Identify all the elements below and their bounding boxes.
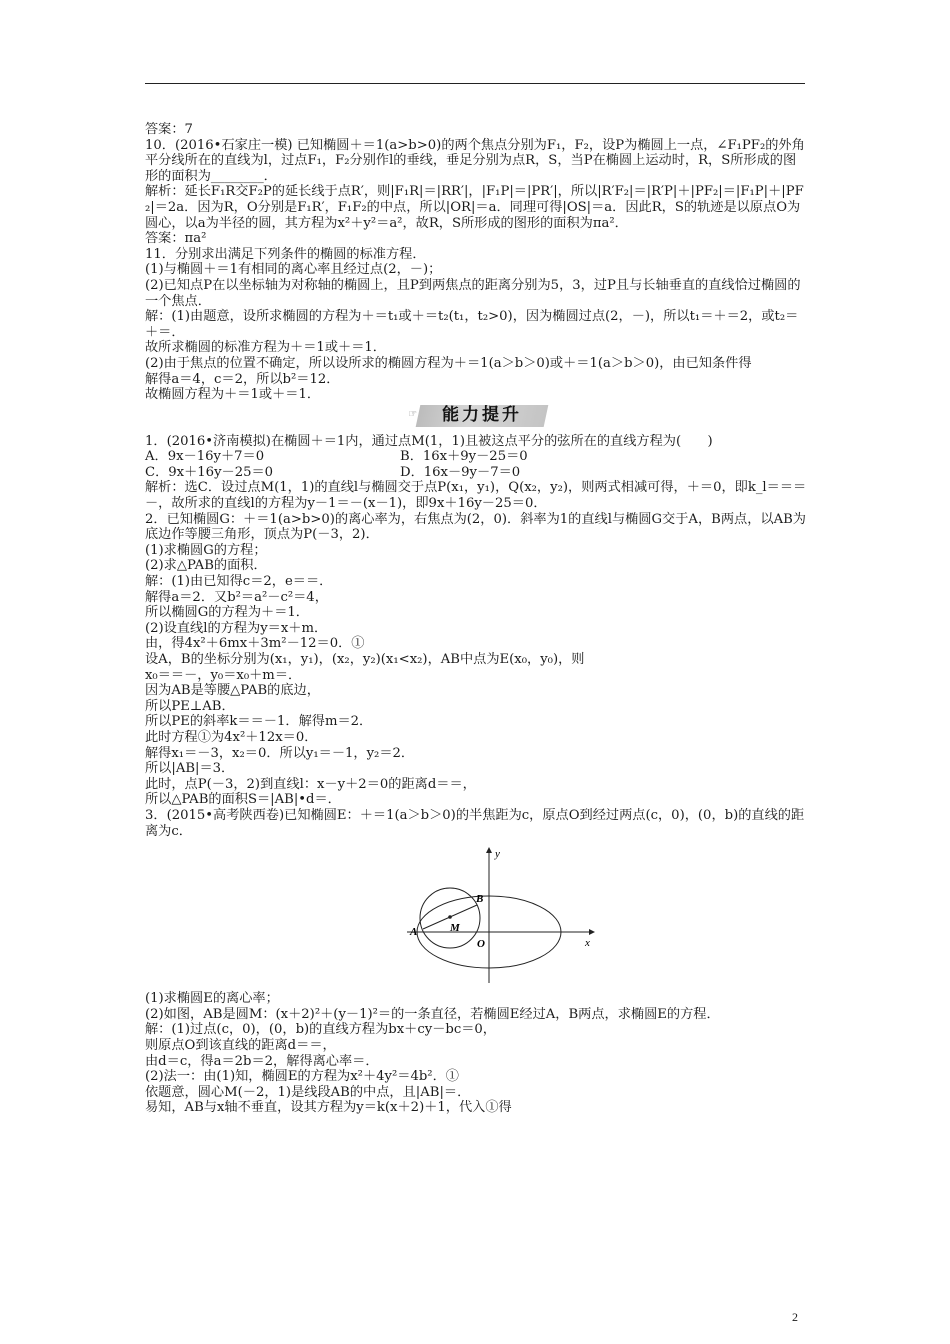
pointer-icon: ☞ [408,408,418,420]
solution-11-part1: 解：(1)由题意，设所求椭圆的方程为＋＝t₁或＋＝t₂(t₁，t₂>0)，因为椭圆过点(2，－)，所以t₁＝＋＝2，或t₂＝＋＝． [145,309,799,340]
problem-3-part2: (2)如图，AB是圆M：(x＋2)²＋(y－1)²＝的一条直径，若椭圆E经过A，B两点，求椭圆E的方程． [145,1006,720,1022]
label-y: y [495,848,500,861]
solution-11-part2: (2)由于焦点的位置不确定，所以设所求的椭圆方程为＋＝1(a＞b＞0)或＋＝1(a＞b＞0)，由已知条件得 [145,355,752,371]
solution-2-line13: 所以|AB|＝3． [145,761,235,777]
ellipse-circle-diagram [397,843,597,985]
solution-2-line8: 因为AB是等腰△PAB的底边， [145,683,320,699]
solution-2-line10: 所以PE的斜率k＝＝－1．解得m＝2． [145,714,373,730]
option-c: C．9x＋16y－25＝0 [145,464,274,480]
options-row-2 [145,465,809,481]
solution-10: 解析：延长F₁R交F₂P的延长线于点R′，则|F₁R|＝|RR′|，|F₁P|＝|PR′|，所以|R′F₂|＝|R′P|＋|PF₂|＝|F₁P|＋|PF₂|＝2a．因为R，O分别是F₁R′，F₁F₂的中点，所以|OR|＝a．同理可得|OS|＝a．因此R，S的轨迹是以原点O为圆心，以a为半径的圆，其方程为x²＋y²＝a²，故R，S所形成的图形的面积为πa²． [145,184,804,231]
solution-3-line1: 解：(1)过点(c，0)，(0，b)的直线方程为bx＋cy－bc＝0， [145,1022,496,1038]
solution-2-line11: 此时方程①为4x²＋12x＝0． [145,729,318,745]
solution-3-line3: 由d＝c，得a＝2b＝2，解得离心率＝． [145,1053,379,1069]
page-number: 2 [792,1310,798,1324]
y-axis-arrow [486,847,492,853]
section-title [408,404,549,427]
page-content [145,122,809,1116]
option-a: A．9x－16y＋7＝0 [145,449,265,465]
label-x: x [585,937,590,950]
label-o: O [477,938,485,951]
solution-2-line12: 解得x₁＝－3，x₂＝0．所以y₁＝－1，y₂＝2． [145,745,415,761]
solution-2-line7: x₀＝＝－，y₀＝x₀＋m＝． [145,667,302,683]
solution-3-line6: 易知，AB与x轴不垂直，设其方程为y＝k(x＋2)＋1，代入①得 [145,1100,512,1116]
problem-11-part1: (1)与椭圆＋＝1有相同的离心率且经过点(2，－)； [145,262,442,278]
problem-1: 1．(2016•济南模拟)在椭圆＋＝1内，通过点M(1，1)且被这点平分的弦所在的直线方程为( ) [145,433,713,449]
problem-11: 11．分别求出满足下列条件的椭圆的标准方程． [145,246,426,262]
center-m-point [448,915,452,919]
problem-11-part2: (2)已知点P在以坐标轴为对称轴的椭圆上，且P到两焦点的距离分别为5，3，过P且与长轴垂直的直线恰过椭圆的一个焦点． [145,277,801,309]
header-rule [145,83,805,84]
label-m: M [450,922,460,935]
solution-3-line5: 依题意，圆心M(－2，1)是线段AB的中点，且|AB|＝． [145,1084,471,1100]
solution-2-line9: 所以PE⊥AB． [145,698,235,714]
solution-2-line2: 解得a＝2．又b²＝a²－c²＝4， [145,589,328,605]
section-banner [145,405,809,431]
solution-1: 解析：选C．设过点M(1，1)的直线l与椭圆交于点P(x₁，y₁)，Q(x₂，y₂)，则两式相减可得，＋＝0，即k_l＝＝＝－，故所求的直线l的方程为y－1＝－(x－1)，即9x＋16y－25＝0． [145,480,807,512]
solution-11-solve: 解得a＝4，c＝2，所以b²＝12． [145,371,340,387]
solution-2-line14: 此时，点P(－3，2)到直线l：x－y＋2＝0的距离d＝＝， [145,776,476,792]
solution-2-line5: 由，得4x²＋6mx＋3m²－12＝0．① [145,636,365,652]
answer-9: 答案：7 [145,122,193,137]
option-b: B．16x＋9y－25＝0 [400,449,528,465]
solution-3-line4: (2)法一：由(1)知，椭圆E的方程为x²＋4y²＝4b²．① [145,1069,459,1085]
solution-11-conclusion2: 故椭圆方程为＋＝1或＋＝1． [145,387,321,403]
option-d: D．16x－9y－7＝0 [400,464,521,480]
answer-10: 答案：πa² [145,231,207,247]
problem-3: 3．(2015•高考陕西卷)已知椭圆E：＋＝1(a＞b＞0)的半焦距为c，原点O到经过两点(c，0)，(0，b)的直线的距离为c． [145,807,805,839]
options-row-1 [145,449,809,465]
solution-2-line15: 所以△PAB的面积S＝|AB|•d＝． [145,792,341,808]
problem-3-part1: (1)求椭圆E的离心率； [145,991,279,1007]
solution-2-line6: 设A，B的坐标分别为(x₁，y₁)，(x₂，y₂)(x₁<x₂)，AB中点为E(x₀，y₀)，则 [145,652,585,667]
solution-11-conclusion1: 故所求椭圆的标准方程为＋＝1或＋＝1． [145,340,386,356]
problem-2: 2．已知椭圆G：＋＝1(a>b>0)的离心率为，右焦点为(2，0)．斜率为1的直线l与椭圆G交于A，B两点，以AB为底边作等腰三角形，顶点为P(－3，2)． [145,511,806,543]
section-title-text: 能力提升 [442,404,522,425]
label-b: B [476,893,484,906]
solution-2-line1: 解：(1)由已知得c＝2，e＝＝． [145,574,333,590]
problem-2-part1: (1)求椭圆G的方程； [145,542,267,558]
solution-2-line3: 所以椭圆G的方程为＋＝1． [145,605,309,621]
x-axis-arrow [589,929,595,935]
problem-2-part2: (2)求△PAB的面积． [145,558,267,574]
ellipse-figure [145,843,809,985]
solution-2-line4: (2)设直线l的方程为y＝x＋m． [145,620,328,636]
solution-3-line2: 则原点O到该直线的距离d＝＝， [145,1037,336,1053]
problem-10: 10．(2016•石家庄一模) 已知椭圆＋＝1(a>b>0)的两个焦点分别为F₁，F₂，设P为椭圆上一点，∠F₁PF₂的外角平分线所在的直线为l，过点F₁，F₂分别作l的垂线，垂足分别为点R，S，当P在椭圆上运动时，R，S所形成的图形的面积为________． [145,137,805,184]
label-a: A [410,926,418,939]
